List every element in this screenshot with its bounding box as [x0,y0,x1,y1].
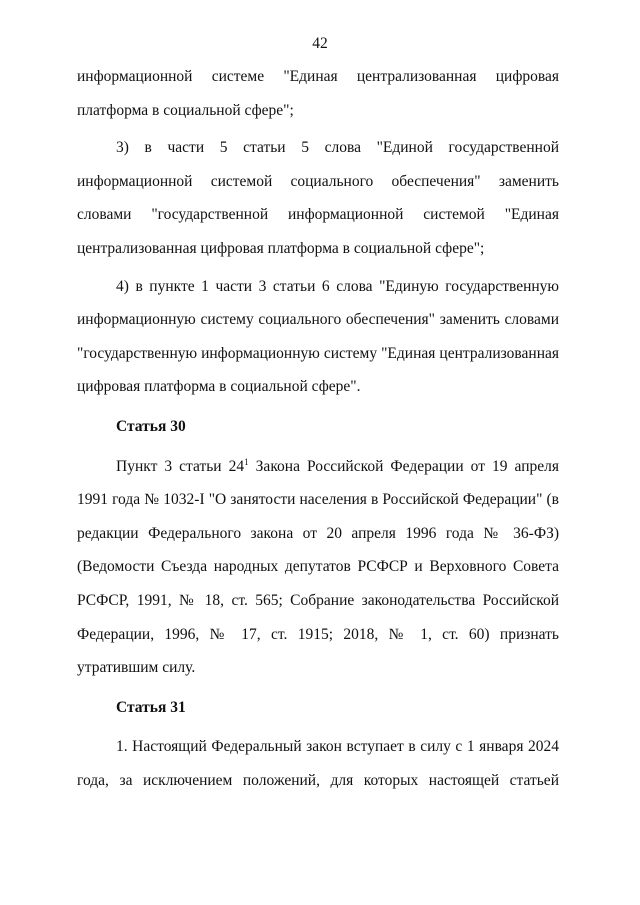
article-30-text [77,450,559,685]
document-body [77,60,559,797]
paragraph-continuation: информационной системе "Единая централизованная цифровая платформа в социальной сфере"; [77,68,559,119]
superscript-marker: 1 [244,456,249,467]
paragraph-item-4: 4) в пункте 1 части 3 статьи 6 слова "Единую государственную информационную систему социального обеспечения" заменить словами "государственную информационную систему "Единая централизованная цифровая платформа в социальной сфере". [77,277,559,396]
article-31-text: 1. Настоящий Федеральный закон вступает в силу с 1 января 2024 года, за исключением положений, для которых настоящей статьей [77,738,559,789]
article-30-text-rest: Закона Российской Федерации от 19 апреля 1991 года № 1032-I "О занятости населения в Российской Федерации" (в редакции Федерального закона от 20 апреля 1996 года № 36-ФЗ) (Ведомости Съезда народных депутатов РСФСР и Верховного Совета РСФСР, 1991, № 18, ст. 565; Собрание законодательства Российской Федерации, 1996, № 17, ст. 1915; 2018, № 1, ст. 60) признать утратившим силу. [77,457,560,677]
article-30-text-start: Пункт 3 статьи 24 [116,457,245,475]
article-31-heading: Статья 31 [116,698,186,716]
page-number: 42 [312,35,328,52]
article-30-heading: Статья 30 [116,417,186,435]
paragraph-item-3: 3) в части 5 статьи 5 слова "Единой государственной информационной системой социального обеспечения" заменить словами "государственной информационной системой "Единая централизованная цифровая платформа в социальной сфере"; [77,139,559,257]
